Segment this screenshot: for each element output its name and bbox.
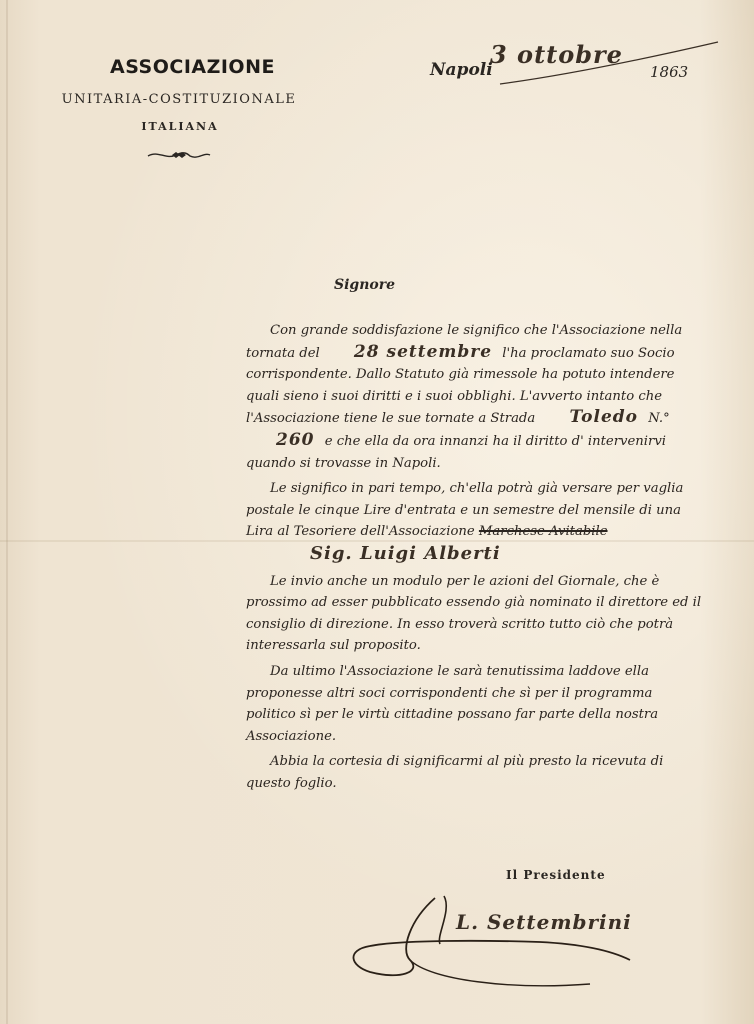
handwritten-date-text: 3 ottobre — [490, 40, 623, 69]
handwritten-treasurer-name: Sig. Luigi Alberti — [310, 542, 501, 564]
p1-text-c: N.° — [648, 411, 670, 427]
letterhead-title: ASSOCIAZIONE — [110, 56, 275, 78]
letterhead-country: ITALIANA — [141, 120, 219, 133]
p1-text-b: l'ha proclamato suo Socio corrispondente. Dallo Statuto già rimessole ha potuto intendere quali sieno i suoi diritti e i suoi obblighi. L'avverto intanto che l'Associazione tiene le sue tornate a Strada — [246, 345, 675, 427]
signature-text: L. Settembrini — [456, 910, 632, 934]
dateline-place: Napoli — [430, 60, 493, 80]
paragraph-2 — [246, 478, 706, 566]
closing-title: Il Presidente — [506, 868, 606, 882]
p1-text-a: Con grande soddisfazione le significo che l'Associazione nella tornata del — [246, 323, 683, 361]
ornament-flourish-icon — [146, 148, 212, 162]
letterhead-subtitle: UNITARIA-COSTITUZIONALE — [61, 92, 297, 107]
paragraph-1 — [246, 320, 706, 474]
paragraph-4: Da ultimo l'Associazione le sarà tenutissima laddove ella proponesse altri soci corrispondenti che sì per il programma politico sì per le virtù cittadine possano far parte della nostra Associazione. — [246, 663, 659, 744]
paragraph-5: Abbia la cortesia di significarmi al più presto la ricevuta di questo foglio. — [246, 754, 664, 791]
salutation: Signore — [334, 277, 396, 293]
handwritten-street: Toledo — [569, 407, 638, 428]
paper-crease — [6, 0, 8, 1024]
struck-treasurer-name: Marchese Avitabile — [478, 524, 608, 540]
dateline-year: 1863 — [650, 63, 689, 81]
letter-body — [246, 320, 706, 798]
handwritten-session-date: 28 settembre — [353, 341, 493, 362]
handwritten-street-number: 260 — [276, 429, 315, 450]
paragraph-3: Le invio anche un modulo per le azioni del Giornale, che è prossimo ad esser pubblicato essendo già nominato il direttore ed il consiglio di direzione. In esso troverà scritto tutto ciò che potrà interessarla sul proposito. — [246, 573, 702, 654]
p1-text-d: e che ella da ora innanzi ha il diritto d' intervenirvi quando si trovasse in Napoli. — [246, 433, 666, 471]
president-signature — [340, 880, 640, 1004]
p2-text-a: Le significo in pari tempo, ch'ella potrà già versare per vaglia postale le cinque Lire d'entrata e un semestre del mensile di una Lira al Tesoriere dell'Associazione — [246, 481, 684, 540]
signature-flourish-icon — [340, 880, 640, 1000]
